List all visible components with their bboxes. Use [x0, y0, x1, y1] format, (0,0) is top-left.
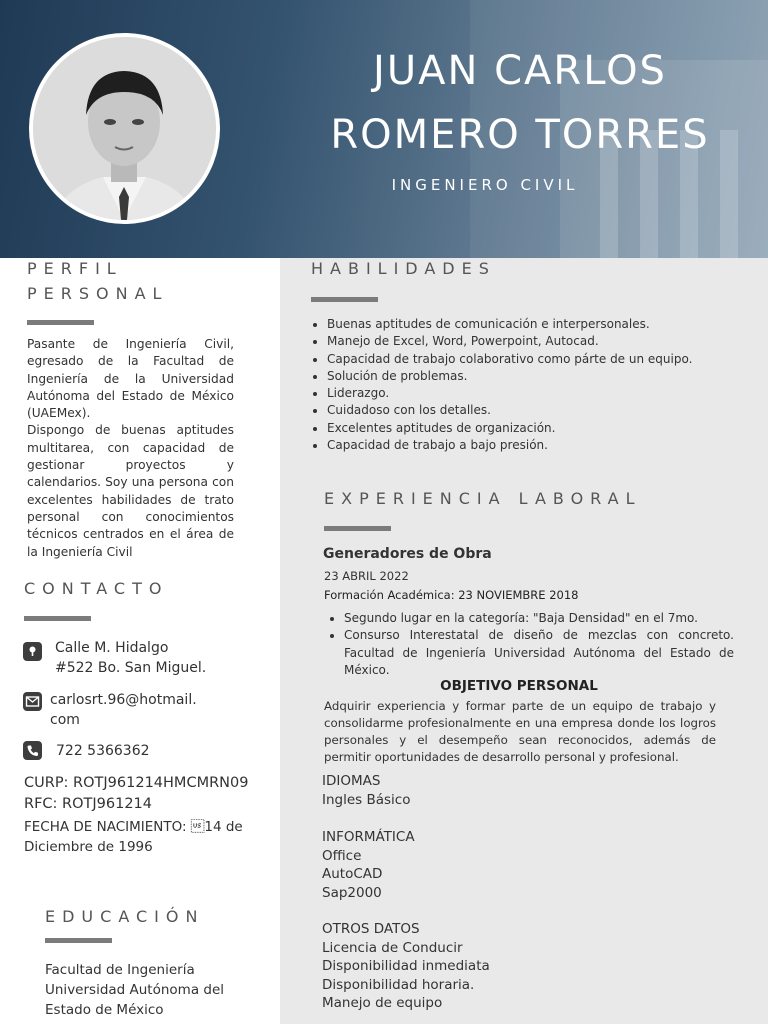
- experience-title: EXPERIENCIA LABORAL: [324, 489, 642, 508]
- computing-title: INFORMÁTICA: [322, 829, 415, 845]
- languages-title: IDIOMAS: [322, 773, 381, 789]
- contact-phone[interactable]: 722 5366362: [56, 743, 150, 759]
- list-item: • Capacidad de trabajo colaborativo como párte de un equipo.: [327, 351, 747, 368]
- list-item: • Capacidad de trabajo a bajo presión.: [327, 437, 747, 454]
- contact-address: [55, 638, 206, 678]
- section-divider: [27, 320, 94, 325]
- education-line-1: Facultad de Ingeniería: [45, 962, 195, 978]
- list-item: • Manejo de Excel, Word, Powerpoint, Autocad.: [327, 333, 747, 350]
- education-title: EDUCACIÓN: [45, 907, 205, 926]
- objective-title: OBJETIVO PERSONAL: [440, 678, 598, 694]
- mail-icon: [23, 692, 42, 711]
- skills-list: [309, 316, 747, 454]
- person-portrait-icon: [33, 37, 216, 220]
- phone-icon: [23, 741, 42, 760]
- list-item: • Segundo lugar en la categoría: "Baja Densidad" en el 7mo.: [344, 610, 734, 627]
- list-item: Office: [322, 847, 362, 864]
- other-title: OTROS DATOS: [322, 921, 420, 937]
- curp-text: CURP: ROTJ961214HMCMRN09: [24, 775, 249, 791]
- section-divider: [324, 526, 391, 531]
- profile-paragraph: Pasante de Ingeniería Civil, egresado de la Facultad de Ingeniería de la Universidad Autónoma del Estado de México (UAEMex).: [27, 337, 234, 421]
- formation-date: Formación Académica: 23 NOVIEMBRE 2018: [324, 588, 579, 602]
- rfc-text: RFC: ROTJ961214: [24, 796, 153, 812]
- address-line-1: Calle M. Hidalgo: [55, 640, 169, 656]
- list-item: • Excelentes aptitudes de organización.: [327, 420, 747, 437]
- name-line-1: JUAN CARLOS: [373, 48, 667, 94]
- email-line-2: com: [50, 712, 80, 728]
- list-item: Licencia de Conducir: [322, 939, 463, 956]
- skills-title: HABILIDADES: [311, 259, 496, 278]
- contact-title: CONTACTO: [24, 579, 169, 598]
- list-item: • Solución de problemas.: [327, 368, 747, 385]
- list-item: Manejo de equipo: [322, 995, 443, 1011]
- profile-paragraph: Dispongo de buenas aptitudes multitarea, con capacidad de gestionar proyectos y calendarios. Soy una persona con excelentes habilidades de trato personal con conocimientos técnicos centrados en el área de la Ingeniería Civil: [27, 423, 234, 559]
- list-item: • Buenas aptitudes de comunicación e interpersonales.: [327, 316, 747, 333]
- education-line-3: Estado de México: [45, 1002, 164, 1018]
- email-line-1: carlosrt.96@hotmail.: [50, 692, 197, 708]
- job-title: Generadores de Obra: [323, 546, 492, 562]
- profile-title-line-2: PERSONAL: [27, 284, 169, 303]
- experience-list: [326, 610, 734, 679]
- languages-section: [322, 772, 411, 809]
- other-section: [322, 920, 490, 1013]
- name-line-2: ROMERO TORRES: [330, 112, 710, 158]
- list-item: Ingles Básico: [322, 791, 411, 808]
- header-banner: [0, 0, 768, 258]
- list-item: • Cuidadoso con los detalles.: [327, 402, 747, 419]
- list-item: AutoCAD: [322, 866, 383, 882]
- profile-title-line-1: PERFIL: [27, 259, 123, 278]
- birthdate-text: FECHA DE NACIMIENTO: 14 de Diciembre de 1996: [24, 819, 243, 855]
- education-text: [45, 960, 224, 1020]
- list-item: Disponibilidad inmediata: [322, 958, 490, 974]
- list-item: • Consurso Interestatal de diseño de mezclas con concreto. Facultad de Ingeniería Universidad Autónoma del Estado de México.: [344, 627, 734, 679]
- profile-text: [27, 336, 234, 561]
- education-line-2: Universidad Autónoma del: [45, 982, 225, 998]
- list-item: Sap2000: [322, 884, 382, 901]
- job-subtitle: INGENIERO CIVIL: [391, 176, 579, 194]
- contact-email[interactable]: [50, 690, 197, 730]
- address-line-2: #522 Bo. San Miguel.: [55, 660, 207, 676]
- section-divider: [311, 297, 378, 302]
- job-date: 23 ABRIL 2022: [324, 569, 409, 583]
- list-item: Disponibilidad horaria.: [322, 976, 475, 993]
- profile-photo: [29, 33, 220, 224]
- pin-icon: [23, 642, 42, 661]
- computing-section: [322, 828, 415, 902]
- objective-text: Adquirir experiencia y formar parte de un equipo de trabajo y consolidarme profesionalmente en una empresa donde los logros personales y el desempeño sean reconocidos, además de permitir oportunidades de desarrollo personal y profesional.: [324, 699, 716, 764]
- section-divider: [45, 938, 112, 943]
- section-divider: [24, 616, 91, 621]
- list-item: • Liderazgo.: [327, 385, 747, 402]
